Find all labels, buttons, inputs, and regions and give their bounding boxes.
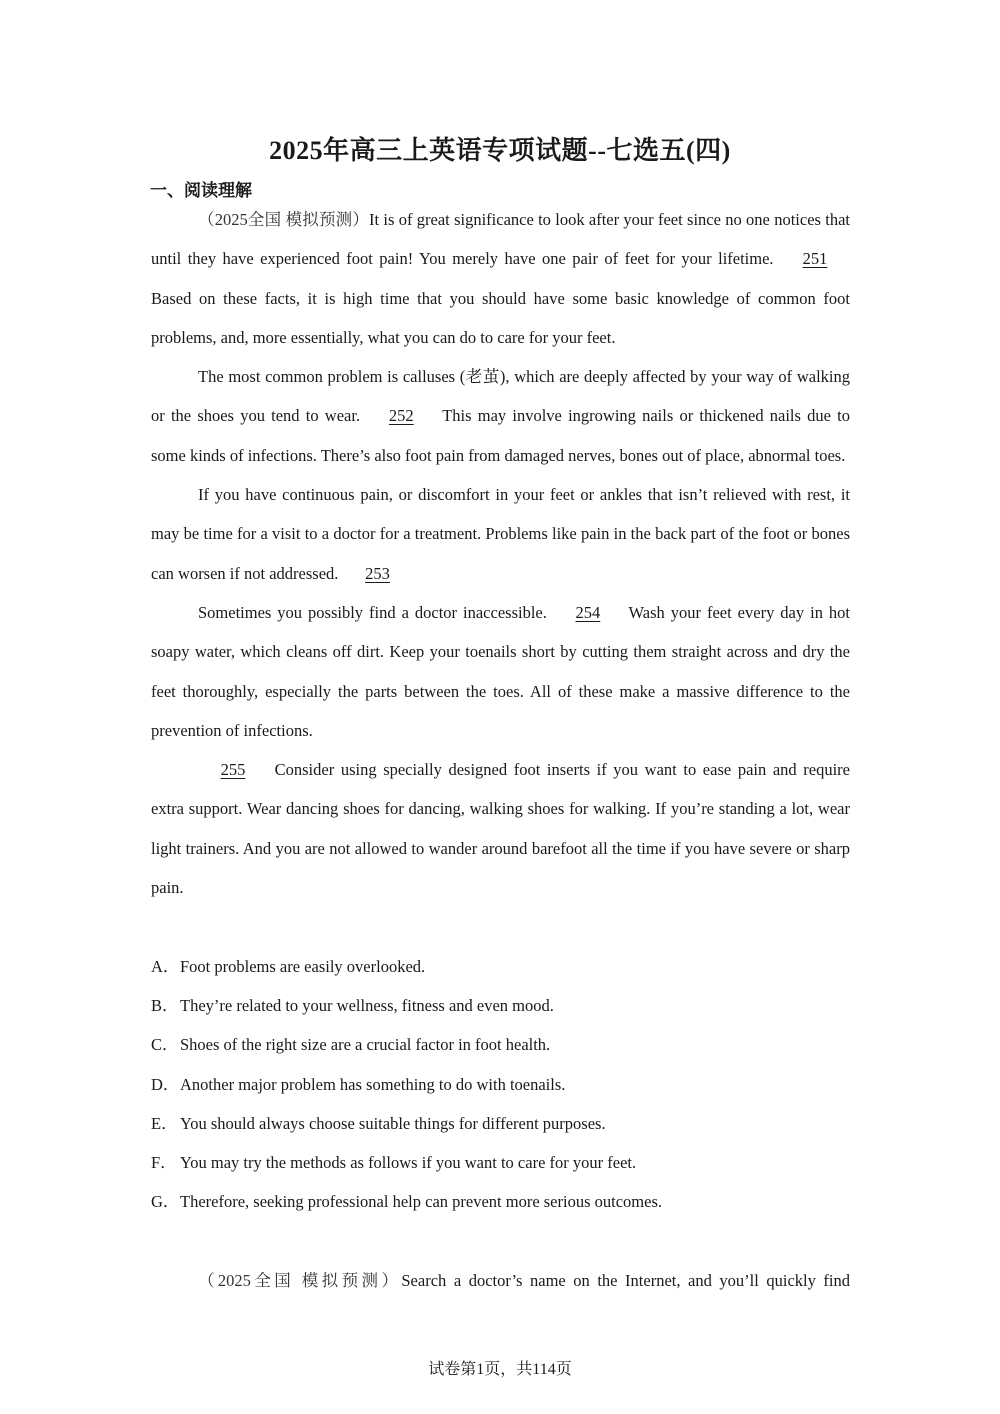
blank-251[interactable]: 251	[802, 249, 828, 269]
option-letter: G．	[151, 1192, 180, 1212]
page-footer: 试卷第1页，共114页	[428, 1361, 572, 1378]
option-letter: D．	[151, 1074, 180, 1094]
option-e[interactable]	[151, 1104, 850, 1143]
paragraph-1	[151, 200, 850, 357]
option-text: Foot problems are easily overlooked.	[180, 957, 426, 976]
option-d[interactable]	[151, 1065, 850, 1104]
reading-passage-2	[151, 1261, 850, 1300]
reading-passage-1	[151, 200, 850, 907]
paragraph-text: This may involve ingrowing nails or thickened nails due to some kinds of infections. There’s also foot pain from damaged nerves, bones out of place, abnormal toes.	[151, 406, 851, 465]
option-b[interactable]	[151, 986, 850, 1025]
page-title: 2025年高三上英语专项试题--七选五(四)	[269, 136, 731, 165]
option-text: You should always choose suitable things for different purposes.	[180, 1113, 606, 1133]
passage-source: （2025全国 模拟预测）	[198, 210, 370, 229]
section-heading: 一、阅读理解	[150, 181, 252, 200]
option-letter: B．	[151, 996, 179, 1016]
option-g[interactable]	[151, 1182, 850, 1221]
paragraph-text: The most common problem is calluses (老茧), which are deeply affected by your way of walking or the shoes you tend to wear.	[151, 367, 850, 426]
blank-253[interactable]: 253	[365, 563, 390, 583]
paragraph-text: If you have continuous pain, or discomfort in your feet or ankles that isn’t relieved with rest, it may be time for a visit to a doctor for a treatment. Problems like pain in the back part of the foot or bones can worsen if not addressed.	[151, 485, 850, 583]
option-f[interactable]	[151, 1143, 850, 1182]
option-text: Therefore, seeking professional help can prevent more serious outcomes.	[180, 1192, 662, 1212]
option-text: They’re related to your wellness, fitness and even mood.	[180, 996, 554, 1016]
option-letter: F．	[151, 1153, 177, 1173]
option-a[interactable]	[151, 947, 850, 986]
paragraph-1	[151, 1261, 850, 1300]
paragraph-text: Consider using specially designed foot inserts if you want to ease pain and require extra support. Wear dancing shoes for dancing, walking shoes for walking. If you’re standing a lot, wear light trainers. And you are not allowed to wander around barefoot all the time if you have severe or sharp pain.	[151, 760, 851, 898]
paragraph-4	[151, 593, 850, 750]
blank-255[interactable]: 255	[220, 760, 246, 780]
blank-254[interactable]: 254	[575, 602, 601, 622]
paragraph-text: Sometimes you possibly find a doctor inaccessible.	[198, 602, 547, 622]
passage-source: （2025全国 模拟预测）	[198, 1271, 402, 1290]
answer-options	[151, 947, 850, 1221]
option-text: Another major problem has something to do with toenails.	[180, 1074, 566, 1094]
paragraph-5	[151, 750, 850, 907]
option-letter: E．	[151, 1113, 178, 1133]
paragraph-3	[151, 475, 850, 593]
option-letter: C．	[151, 1035, 179, 1055]
option-text: You may try the methods as follows if you want to care for your feet.	[180, 1153, 637, 1173]
option-c[interactable]	[151, 1025, 850, 1064]
paragraph-text: It is of great significance to look after your feet since no one notices that until they have experienced foot pain! You merely have one pair of feet for your lifetime.	[151, 210, 850, 269]
paragraph-2	[151, 357, 850, 475]
option-text: Shoes of the right size are a crucial factor in foot health.	[180, 1035, 551, 1055]
blank-252[interactable]: 252	[388, 406, 414, 426]
paragraph-text: Based on these facts, it is high time that you should have some basic knowledge of common foot problems, and, more essentially, what you can do to care for your feet.	[151, 288, 850, 347]
option-letter: A．	[151, 957, 180, 976]
paragraph-text: Search a doctor’s name on the Internet, and you’ll quickly find	[401, 1271, 850, 1290]
paragraph-text: Wash your feet every day in hot soapy water, which cleans off dirt. Keep your toenails short by cutting them straight across and dry the feet thoroughly, especially the parts between the toes. All of these make a massive difference to the prevention of infections.	[151, 602, 851, 740]
